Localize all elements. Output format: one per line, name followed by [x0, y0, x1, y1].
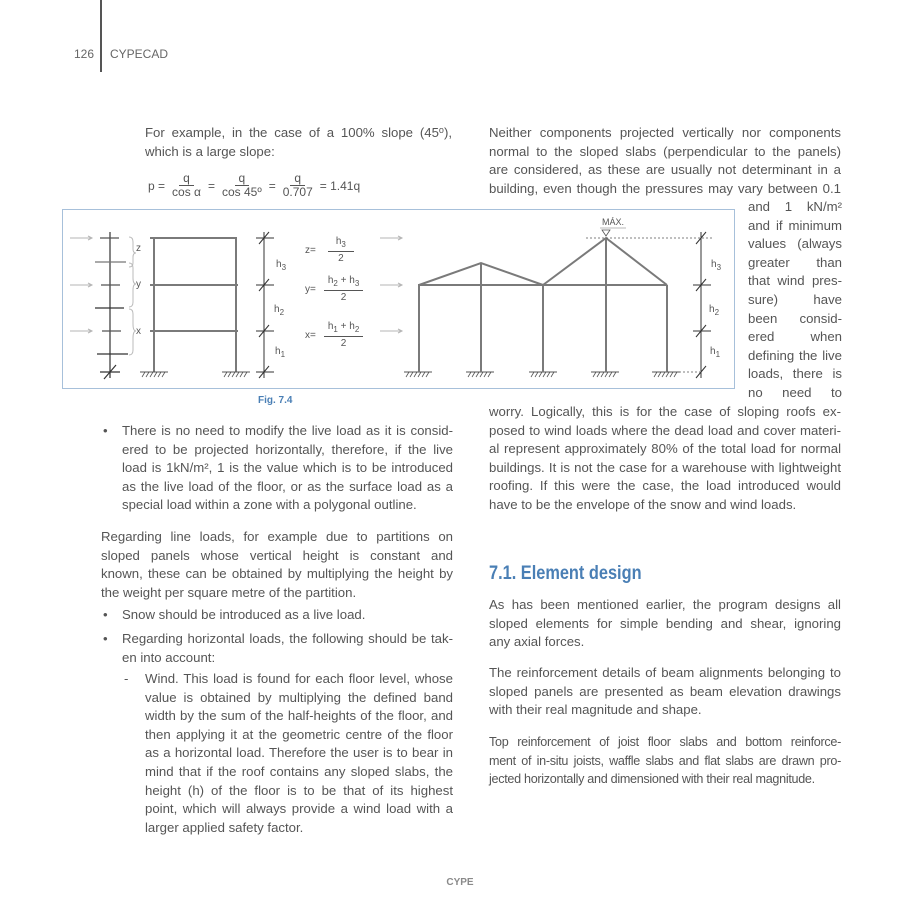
text-line: mind that if the roof contains any sloped slabs, the: [145, 763, 453, 779]
text-line: as a horizontal load. Therefore the user is to bear in: [145, 745, 453, 761]
label-h2-right: $h_2$: [709, 304, 720, 317]
support-hatching: [142, 372, 677, 377]
text-line: sloped panels are presented as beam elevation drawings: [489, 683, 841, 699]
equation-x: [305, 320, 365, 350]
label-max: MÁX.: [602, 217, 625, 227]
label-y: y: [136, 279, 141, 290]
equation-lhs: y=: [305, 283, 316, 295]
frame-2: [418, 238, 667, 372]
text-line: jected horizontally and dimensioned with their real magnitude.: [489, 772, 815, 787]
text-line: ment of in-situ joists, waffle slabs and flat slabs are drawn pro-: [489, 753, 841, 768]
label-h3-right: $h_3$: [711, 259, 722, 272]
fraction-numerator: $h_3$: [328, 235, 354, 252]
label-h3: $h_3$: [276, 259, 287, 272]
fraction-numerator: q: [235, 172, 250, 186]
text-line: al represent approximately 80% of the total load for normal: [489, 441, 841, 457]
fraction-denominator: cos α: [172, 185, 201, 199]
label-x: x: [136, 326, 141, 337]
footer-brand: CYPE: [446, 877, 474, 888]
equation-fraction: [324, 320, 363, 350]
bullet-snow: [122, 606, 453, 625]
intro-line-1: For example, in the case of a 100% slope (45: [145, 125, 439, 140]
bullet-marker: •: [103, 423, 108, 438]
wrap-line: been consid-: [748, 311, 842, 326]
line-loads-paragraph: [101, 528, 453, 602]
element-design-paragraph-1: [489, 596, 841, 652]
text-line: sloped panels whose vertical height is constant and: [101, 547, 453, 563]
equals-sign: =: [268, 178, 276, 193]
wind-sub-item: [145, 670, 453, 837]
wrap-line: and 1 kN/m²: [748, 199, 842, 214]
text-line: load is 1kN/m², 1 is the value which is to be introduced: [122, 460, 453, 476]
fraction-denominator: 0.707: [282, 185, 313, 199]
element-design-paragraph-3: [489, 733, 841, 789]
max-marker-icon: [602, 230, 610, 236]
degree-symbol: o: [438, 125, 444, 135]
element-design-paragraph-2: [489, 664, 841, 720]
wrap-line: defining the live: [748, 348, 842, 363]
fraction-numerator: q: [290, 172, 305, 186]
text-line: posed to wind loads where the dead load and cover materi-: [489, 422, 841, 438]
text-line: roofing. If this were the case, the load introduced would: [489, 478, 841, 494]
fraction-denominator: 2: [340, 292, 347, 303]
frame-1: [150, 238, 238, 372]
text-line: as the live load of the floor, or as the surface load as a: [122, 478, 453, 494]
wrap-line: no need to: [748, 385, 842, 400]
wrap-line: and if minimum: [748, 218, 842, 233]
text-line: width by the sum of the half-heights of the floor, and: [145, 708, 453, 724]
equation-lhs: z=: [305, 244, 316, 256]
fraction-1: [170, 172, 203, 199]
label-z: z: [136, 243, 141, 254]
fraction-numerator: $h_1 + h_2$: [324, 320, 363, 337]
equation-fraction: [328, 235, 354, 265]
fraction-numerator: $h_2 + h_3$: [324, 274, 363, 291]
text-line: sloped elements for simple bending and shear, ignoring: [489, 615, 841, 631]
intro-paragraph: [145, 124, 452, 161]
text-line: There is no need to modify the live load as it is consid-: [122, 423, 453, 438]
page-number: 126: [73, 47, 94, 61]
equation-lhs: x=: [305, 329, 316, 341]
brace-group: [129, 237, 136, 355]
fraction-numerator: q: [179, 172, 194, 186]
text-line: building, even though the pressures may vary between 0.1: [489, 180, 841, 196]
text-line: height (h) of the floor is to be that of its highest: [145, 782, 453, 798]
text-line: with their real magnitude and shape.: [489, 702, 702, 718]
intro-line-1-end: ),: [443, 125, 452, 140]
text-line: Neither components projected vertically nor components: [489, 125, 841, 140]
dash-marker: -: [124, 671, 129, 686]
right-paragraph-1-bottom: [489, 403, 841, 515]
load-stack: [95, 232, 128, 379]
wrap-line: ered when: [748, 329, 842, 344]
text-line: Top reinforcement of joist floor slabs and bottom reinforce-: [489, 735, 841, 749]
text-line: Regarding horizontal loads, the following should be tak-: [122, 631, 453, 646]
wrap-line: loads, there is: [748, 366, 842, 381]
text-line: ered to be projected horizontally, therefore, if the live: [122, 441, 453, 457]
text-line: any axial forces.: [489, 634, 585, 650]
text-line: worry. Logically, this is for the case of sloping roofs ex-: [489, 404, 841, 419]
section-heading: 7.1. Element design: [489, 563, 642, 584]
label-h1-right: $h_1$: [710, 346, 721, 359]
text-line: Regarding line loads, for example due to partitions on: [101, 529, 453, 544]
text-line: have to be the envelope of the snow and wind loads.: [489, 496, 797, 512]
bullet-marker: •: [103, 607, 108, 622]
text-line: The reinforcement details of beam alignments belonging to: [489, 665, 841, 680]
text-line: As has been mentioned earlier, the program designs all: [489, 597, 841, 612]
label-h1: $h_1$: [275, 346, 286, 359]
wrap-line: greater than: [748, 255, 842, 270]
bullet-live-load: [122, 422, 453, 515]
wrap-line: sure) have: [748, 292, 842, 307]
intro-line-2: which is a large slope:: [145, 143, 275, 159]
dimension-line-1: [256, 232, 274, 378]
text-line: larger applied safety factor.: [145, 819, 304, 835]
fraction-2: [220, 172, 264, 199]
text-line: then applying it at the geometric centre of the floor: [145, 726, 453, 742]
formula-rhs: = 1.41q: [319, 178, 361, 193]
fraction-denominator: 2: [338, 253, 344, 264]
slope-formula: [148, 172, 360, 199]
structural-diagram: [62, 209, 735, 389]
bullet-marker: •: [103, 631, 108, 646]
right-paragraph-1-top: [489, 124, 841, 198]
text-line: the weight per square metre of the partition.: [101, 584, 357, 600]
running-title: CYPECAD: [110, 47, 169, 61]
text-line: value is obtained by multiplying the defined band: [145, 689, 453, 705]
text-line: Wind. This load is found for each floor level, whose: [145, 671, 453, 686]
equals-sign: =: [207, 178, 215, 193]
text-line: known, these can be obtained by multiplying the height by: [101, 566, 453, 582]
text-line: are considered, as these are usually not determinant in a: [489, 162, 841, 178]
text-line: Snow should be introduced as a live load.: [122, 607, 366, 622]
formula-lhs: p =: [148, 178, 166, 193]
text-line: en into account:: [122, 649, 216, 665]
wrap-line: values (always: [748, 236, 842, 251]
text-line: point, which will always provide a wind load with a: [145, 801, 453, 817]
equation-y: [305, 274, 365, 304]
fraction-denominator: cos 45º: [221, 185, 262, 199]
fraction-denominator: 2: [340, 338, 347, 349]
figure-caption: Fig. 7.4: [258, 395, 293, 406]
equation-z: [305, 235, 356, 265]
figure-7-4: [62, 209, 735, 389]
wrap-line: that wind pres-: [748, 273, 842, 288]
label-h2: $h_2$: [274, 304, 285, 317]
text-line: special load within a zone with a polygonal outline.: [122, 497, 417, 513]
text-line: buildings. It is not the case for a warehouse with lightweight: [489, 459, 841, 475]
text-line: normal to the sloped slabs (perpendicular to the panels): [489, 143, 841, 159]
equation-fraction: [324, 274, 363, 304]
fraction-3: [281, 172, 315, 199]
bullet-horizontal-loads: [122, 630, 453, 667]
header-divider: [100, 0, 102, 72]
